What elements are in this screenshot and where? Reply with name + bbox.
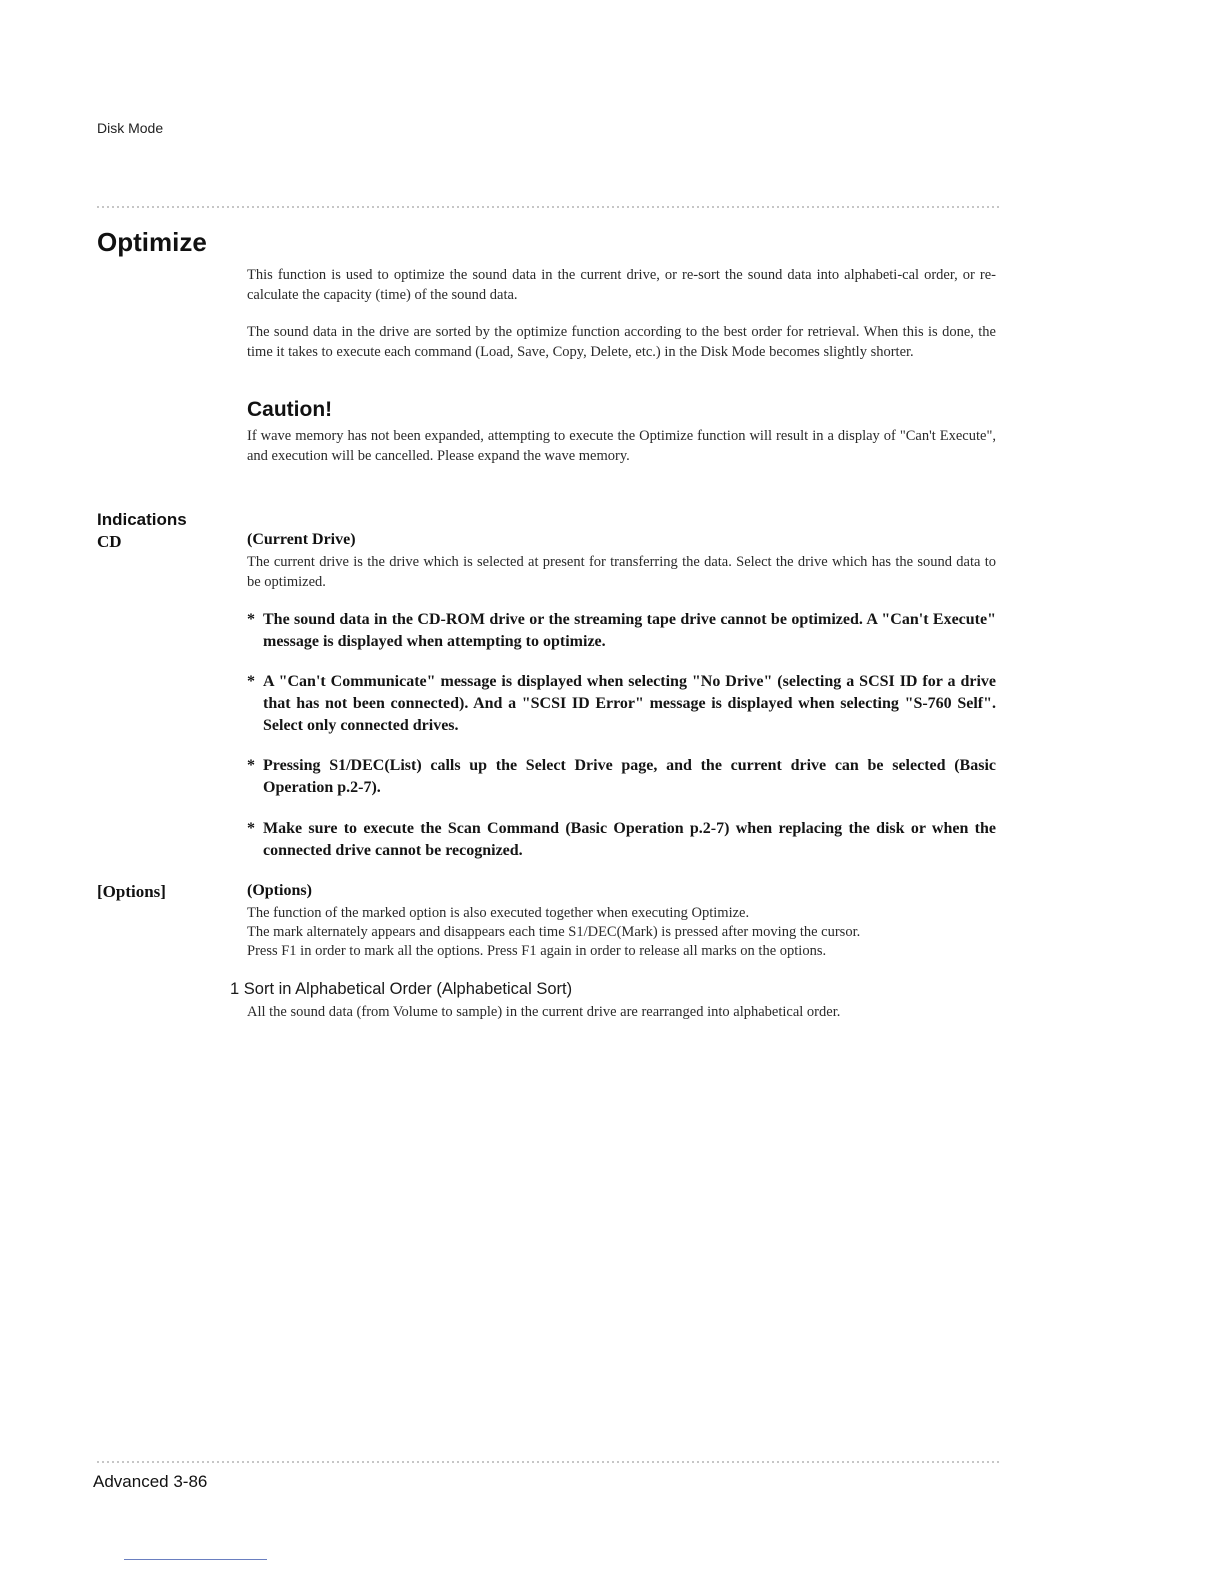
- options-title: (Options): [247, 882, 312, 899]
- section-title: Optimize: [97, 227, 207, 257]
- intro-paragraph-1: This function is used to optimize the sound data in the current drive, or re-sort the sound data into alphabeti-cal order, or re-calculate the capacity (time) of the sound data.: [247, 267, 996, 303]
- note-text: Pressing S1/DEC(List) calls up the Select Drive page, and the current drive can be selected (Basic Operation p.2-7).: [263, 757, 996, 796]
- options-term: [Options]: [97, 882, 166, 901]
- note-bullet: *: [247, 673, 255, 690]
- cd-term: CD: [97, 532, 122, 551]
- option-item-label: Sort in Alphabetical Order (Alphabetical Sort): [243, 980, 573, 998]
- options-line-3: Press F1 in order to mark all the options. Press F1 again in order to release all marks on the options.: [247, 943, 827, 959]
- scan-edge-line: [124, 1559, 267, 1560]
- option-item-1: [230, 980, 572, 999]
- running-header: Disk Mode: [97, 120, 164, 136]
- top-dotted-rule: [97, 206, 1002, 208]
- current-drive-title: (Current Drive): [247, 531, 356, 548]
- note-item: [247, 609, 996, 653]
- note-text: Make sure to execute the Scan Command (Basic Operation p.2-7) when replacing the disk or when the connected drive cannot be recognized.: [263, 820, 996, 859]
- options-line-1: The function of the marked option is also executed together when executing Optimize.: [247, 905, 750, 921]
- note-text: A "Can't Communicate" message is displayed when selecting "No Drive" (selecting a SCSI ID for a drive that has not been connected). And a "SCSI ID Error" message is displayed when selecting "S-760 Self". Select only connected drives.: [263, 673, 996, 734]
- note-item: [247, 818, 996, 862]
- note-bullet: *: [247, 757, 255, 774]
- indications-heading: Indications: [97, 510, 187, 529]
- intro-paragraph-2: The sound data in the drive are sorted by the optimize function according to the best order for retrieval. When this is done, the time it takes to execute each command (Load, Save, Copy, Delete, etc.) in the Disk Mode becomes slightly shorter.: [247, 324, 996, 360]
- caution-title: Caution!: [247, 398, 333, 421]
- note-text: The sound data in the CD-ROM drive or the streaming tape drive cannot be optimized. A "Can't Execute" message is displayed when attempting to optimize.: [263, 611, 996, 650]
- note-item: [247, 671, 996, 737]
- note-bullet: *: [247, 611, 255, 628]
- option-item-number: 1: [230, 980, 240, 998]
- current-drive-text: The current drive is the drive which is selected at present for transferring the data. Select the drive which has the sound data to be optimized.: [247, 554, 996, 590]
- caution-text: If wave memory has not been expanded, attempting to execute the Optimize function will result in a display of "Can't Execute", and execution will be cancelled. Please expand the wave memory.: [247, 428, 996, 464]
- note-item: [247, 755, 996, 799]
- page-number: Advanced 3-86: [93, 1472, 208, 1491]
- options-line-2: The mark alternately appears and disappears each time S1/DEC(Mark) is pressed after moving the cursor.: [247, 924, 861, 940]
- note-bullet: *: [247, 820, 255, 837]
- option-item-1-text: All the sound data (from Volume to sample) in the current drive are rearranged into alphabetical order.: [247, 1004, 841, 1020]
- bottom-dotted-rule: [97, 1461, 1002, 1463]
